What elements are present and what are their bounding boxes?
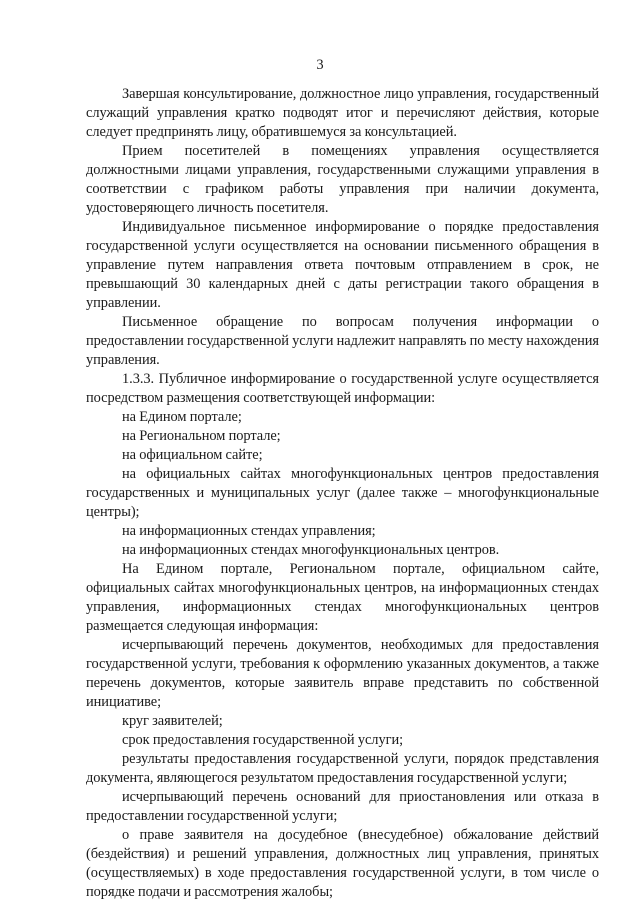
list-item-department-stands: на информационных стендах управления; [122, 522, 376, 539]
list-item-refusal-grounds: исчерпывающий перечень оснований для приостановления или отказа в предоставлении государственной услуги; [86, 788, 599, 824]
paragraph-written-informing: Индивидуальное письменное информирование о порядке предоставления государственной услуги осуществляется на основании письменного обращения в управление путем направления ответа почтовым отправлением в срок, не превышающий 30 календарных дней с даты регистрации такого обращения в управлении. [86, 218, 599, 311]
document-body [86, 85, 599, 902]
list-item-applicants: круг заявителей; [122, 712, 223, 729]
paragraph-visitor-reception: Прием посетителей в помещениях управления осуществляется должностными лицами управления, государственными служащими управления в соответствии с графиком работы управления при наличии документа, удостоверяющего личность посетителя. [86, 142, 599, 216]
paragraph-written-request-address: Письменное обращение по вопросам получения информации о предоставлении государственной услуги надлежит направлять по месту нахождения управления. [86, 313, 599, 368]
list-item-service-results: результаты предоставления государственной услуги, порядок представления документа, являющегося результатом предоставления государственной услуги; [86, 750, 599, 786]
list-item-regional-portal: на Региональном портале; [122, 427, 281, 444]
list-item-service-term: срок предоставления государственной услуги; [122, 731, 404, 748]
paragraph-published-information: На Едином портале, Региональном портале, официальном сайте, официальных сайтах многофункциональных центров, на информационных стендах управления, информационных стендах многофункциональных центров размещается следующая информация: [86, 560, 599, 634]
list-item-mfc-sites: на официальных сайтах многофункциональных центров предоставления государственных и муниципальных услуг (далее также – многофункциональные центры); [86, 465, 599, 520]
page-number: 3 [316, 57, 324, 73]
paragraph-consultation-closing: Завершая консультирование, должностное лицо управления, государственный служащий управления кратко подводят итог и перечисляют действия, которые следует предпринять лицу, обратившемуся за консультацией. [86, 85, 599, 140]
list-item-unified-portal: на Едином портале; [122, 408, 242, 425]
list-item-mfc-stands: на информационных стендах многофункциональных центров. [122, 541, 500, 558]
list-item-appeal-rights: о праве заявителя на досудебное (внесудебное) обжалование действий (бездействия) и решений управления, должностных лиц управления, принятых (осуществляемых) в ходе предоставления государственной услуги, в том числе о порядке подачи и рассмотрения жалобы; [86, 826, 599, 900]
paragraph-public-informing: 1.3.3. Публичное информирование о государственной услуге осуществляется посредством размещения соответствующей информации: [86, 370, 599, 406]
list-item-official-site: на официальном сайте; [122, 446, 263, 463]
list-item-documents-list: исчерпывающий перечень документов, необходимых для предоставления государственной услуги, требования к оформлению указанных документов, а также перечень документов, которые заявитель вправе представить по собственной инициативе; [86, 636, 599, 710]
